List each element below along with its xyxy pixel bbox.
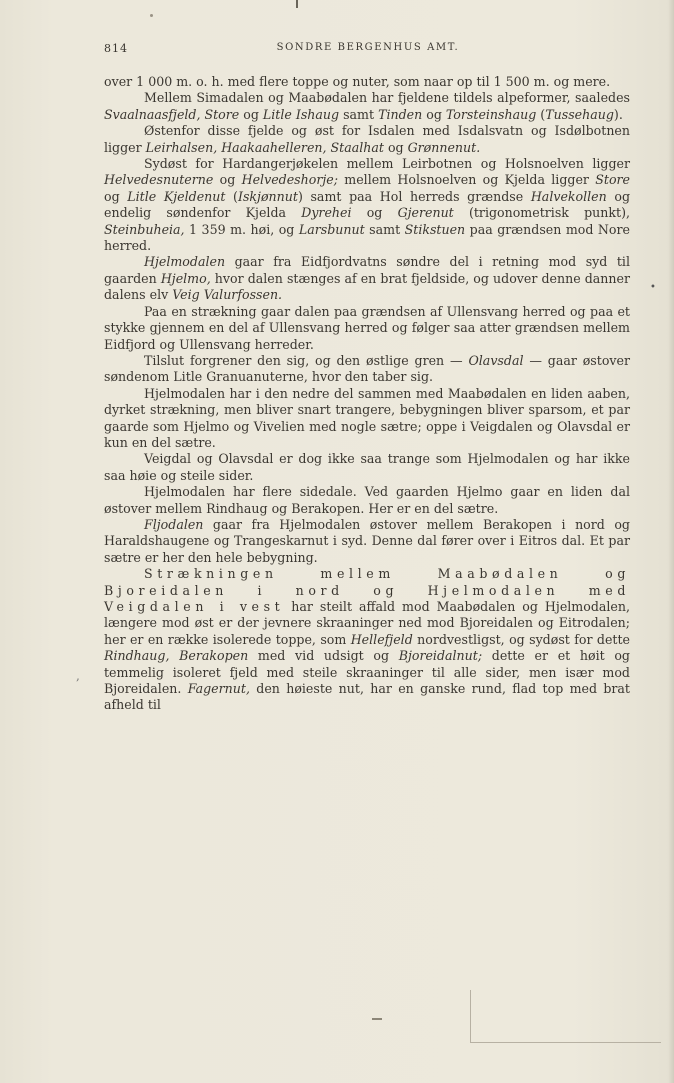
text-run: over 1 000 m. o. h. med flere toppe og nuter, som naar op til 1 500 m. og mere. bbox=[104, 74, 611, 89]
scan-speck bbox=[150, 14, 153, 17]
paragraph bbox=[104, 90, 630, 123]
running-title: SONDRE BERGENHUS AMT. bbox=[276, 42, 460, 53]
text-run: ( bbox=[225, 188, 238, 204]
paragraph bbox=[104, 156, 630, 254]
italic-term: Litle Ishaug bbox=[262, 106, 340, 122]
text-run: og bbox=[104, 188, 128, 204]
italic-term: Rindhaug, Berakopen bbox=[104, 648, 249, 664]
text-run: Mellem Simadalen og Maabødalen har fjeldene tildels alpeformer, saaledes bbox=[144, 90, 630, 106]
text-run: paa grændsen mod Nore herred. bbox=[104, 221, 630, 254]
paragraph bbox=[104, 304, 630, 353]
text-run: og bbox=[351, 205, 398, 221]
italic-term: Gjerenut bbox=[397, 205, 454, 221]
italic-term: Stikstuen bbox=[404, 221, 466, 237]
italic-term: Veig Valurfossen. bbox=[172, 287, 283, 303]
italic-term: Helvedeshorje; bbox=[241, 172, 338, 188]
spaced-heading: Strækningen mellem Maabødalen og Bjoreidalen i nord og Hjelmodalen med Veigdalen i vest bbox=[104, 566, 630, 614]
italic-term: Dyrehei bbox=[301, 205, 352, 221]
text-run: samt bbox=[364, 221, 405, 237]
text-run: Østenfor disse fjelde og øst for Isdalen med Isdalsvatn og Isdølbotnen ligger bbox=[104, 123, 630, 155]
paragraph bbox=[104, 123, 630, 156]
paragraph bbox=[104, 566, 630, 714]
italic-term: Fljodalen bbox=[144, 516, 204, 532]
body-text bbox=[104, 74, 630, 714]
italic-term: Tinden bbox=[378, 106, 423, 122]
text-run: nordvestligst, og sydøst for dette bbox=[412, 631, 630, 647]
text-run: den høieste nut, har en ganske rund, flad top med brat afheld til bbox=[104, 681, 630, 713]
text-run: (trigonometrisk punkt), bbox=[453, 205, 631, 221]
paragraph bbox=[104, 74, 630, 90]
text-run: og endelig søndenfor Kjelda bbox=[104, 188, 631, 221]
text-run: og bbox=[383, 139, 408, 155]
italic-term: Larsbunut bbox=[298, 221, 365, 237]
italic-term: Hjelmo, bbox=[160, 270, 211, 286]
italic-term: Hellefjeld bbox=[350, 631, 413, 647]
page-edge-shadow bbox=[668, 0, 674, 1083]
text-run: har steilt affald mod Maabødalen og Hjelmodalen, længere mod øst er der jevnere skraaninger ned mod Bjoreidalen og Eitrodalen; her er en række isolerede toppe, som bbox=[104, 599, 630, 647]
text-run: og bbox=[213, 172, 242, 188]
text-run: med vid udsigt og bbox=[248, 648, 399, 664]
text-run: mellem Holsnoelven og Kjelda ligger bbox=[337, 172, 596, 188]
text-run: Hjelmodalen har flere sidedale. Ved gaarden Hjelmo gaar en liden dal østover mellem Rindhaug og Berakopen. Her er en del sætre. bbox=[104, 484, 630, 516]
text-run: gaar fra Eidfjordvatns søndre del i retning mod syd til gaarden bbox=[104, 254, 630, 286]
text-run: — gaar østover søndenom Litle Granuanuterne, hvor den taber sig. bbox=[104, 352, 630, 385]
paragraph bbox=[104, 517, 630, 566]
text-run: Hjelmodalen har i den nedre del sammen med Maabødalen en liden aaben, dyrket strækning, men bliver snart trangere, bebygningen bliver sparsom, et par gaarde som Hjelmo og Vivelien med nogle sætre; oppe i Veigdalen og Olavsdal er kun en del sætre. bbox=[104, 385, 630, 450]
paragraph bbox=[104, 484, 630, 517]
italic-term: Bjoreidalnut; bbox=[398, 648, 483, 664]
paragraph bbox=[104, 254, 630, 303]
text-run: 1 359 m. høi, og bbox=[184, 221, 299, 237]
italic-term: Torsteinshaug bbox=[445, 106, 537, 122]
text-run: hvor dalen stænges af en brat fjeldside, og udover denne danner dalens elv bbox=[104, 270, 630, 303]
text-run: ). bbox=[613, 106, 623, 122]
italic-term: Litle Kjeldenut bbox=[127, 188, 226, 204]
text-run: Paa en strækning gaar dalen paa grændsen af Ullensvang herred og paa et stykke gjennem en del af Ullensvang herred og følger saa atter grændsen mellem Eidfjord og Ullensvang herreder. bbox=[104, 303, 630, 352]
text-run: og bbox=[239, 106, 263, 122]
italic-term: Halvekollen bbox=[530, 188, 607, 204]
italic-term: Helvedesnuterne bbox=[104, 172, 214, 188]
italic-term: Fagernut, bbox=[187, 681, 250, 697]
text-run: Sydøst for Hardangerjøkelen mellem Leirbotnen og Holsnoelven ligger bbox=[144, 156, 630, 172]
page-number: 814 bbox=[104, 42, 128, 55]
page-header bbox=[104, 42, 632, 60]
text-run: ( bbox=[536, 106, 546, 122]
paragraph bbox=[104, 386, 630, 452]
italic-term: Steinbuheia, bbox=[104, 221, 185, 237]
italic-term: Svaalnaasfjeld, Store bbox=[104, 106, 240, 122]
text-run: dette er et høit og temmelig isoleret fjeld med steile skraaninger til alle sider, men især mod Bjoreidalen. bbox=[104, 648, 630, 697]
text-run: Tilslut forgrener den sig, og den østlige gren — bbox=[144, 352, 469, 368]
paragraph bbox=[104, 451, 630, 484]
text-run: gaar fra Hjelmodalen østover mellem Berakopen i nord og Haraldshaugene og Trangeskarnut i syd. Denne dal fører over i Eitros dal. Et par sætre er her den hele bebygning. bbox=[104, 516, 630, 565]
margin-mark: , bbox=[76, 669, 80, 683]
text-run: Veigdal og Olavsdal er dog ikke saa trange som Hjelmodalen og har ikke saa høie og steile sider. bbox=[104, 451, 630, 483]
text-run: og bbox=[422, 106, 446, 122]
italic-term: Olavsdal bbox=[468, 352, 524, 368]
paragraph bbox=[104, 353, 630, 386]
italic-term: Store bbox=[595, 172, 630, 188]
italic-term: Hjelmodalen bbox=[144, 254, 226, 270]
text-run: samt bbox=[339, 106, 379, 122]
corner-stamp-outline bbox=[470, 990, 661, 1043]
scan-mark bbox=[296, 0, 298, 8]
text-run: ) samt paa Hol herreds grændse bbox=[297, 188, 531, 204]
italic-term: Tussehaug bbox=[545, 106, 614, 122]
scan-mark bbox=[372, 1018, 382, 1020]
italic-term: Iskjønnut bbox=[237, 188, 298, 204]
margin-mark: • bbox=[650, 282, 656, 293]
italic-term: Leirhalsen, Haakaahelleren, Staalhat bbox=[145, 139, 384, 155]
italic-term: Grønnenut. bbox=[407, 139, 481, 155]
